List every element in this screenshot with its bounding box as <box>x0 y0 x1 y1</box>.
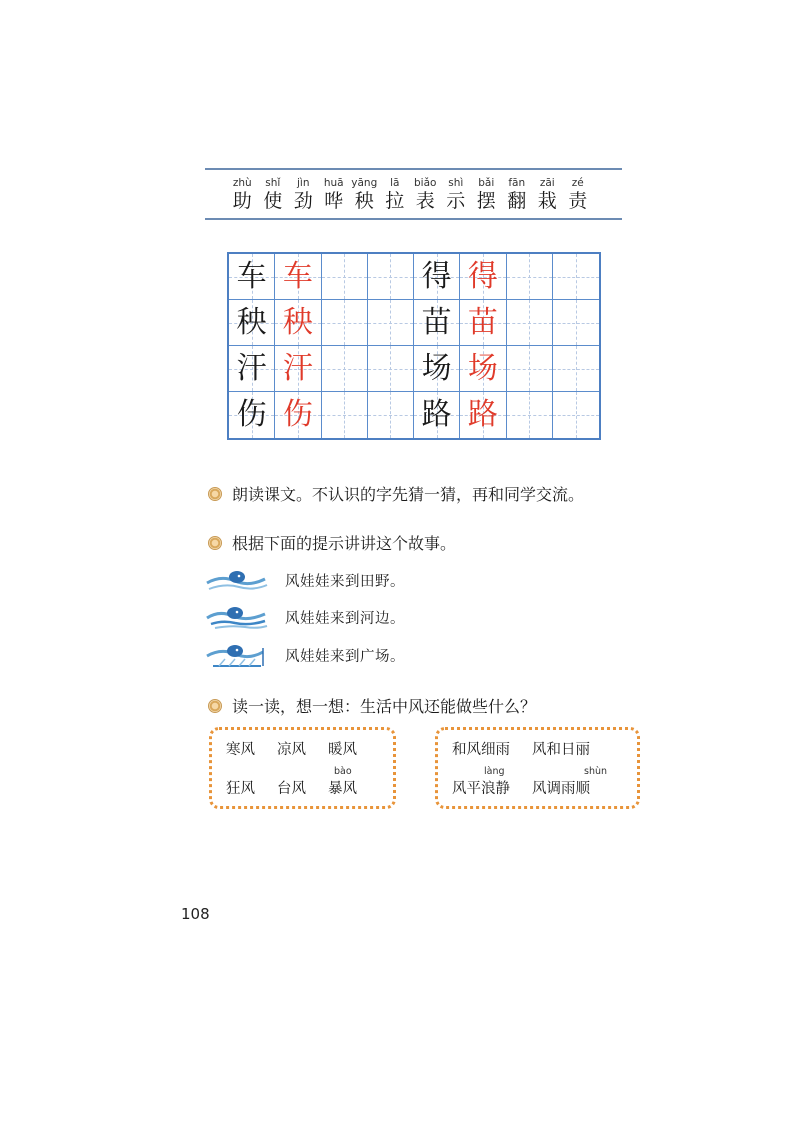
word-row <box>226 766 383 798</box>
idiom-row <box>452 766 627 798</box>
new-char-11 <box>532 176 563 212</box>
empty-practice-cell <box>368 346 414 392</box>
char-pinyin: yāng <box>351 177 378 189</box>
task-text: 读一读，想一想：生活中风还能做些什么？ <box>232 697 537 716</box>
task-bullet-icon <box>208 536 222 550</box>
model-char-cell <box>414 300 460 346</box>
story-prompt-field <box>205 567 405 593</box>
char-hanzi: 使 <box>263 190 283 212</box>
model-char: 汗 <box>236 350 267 386</box>
new-char-3 <box>288 176 319 212</box>
trace-char-cell <box>275 346 321 392</box>
word: 寒风 <box>226 742 255 758</box>
new-characters-list <box>227 176 593 212</box>
model-char: 苗 <box>421 304 452 340</box>
empty-practice-cell <box>507 392 553 438</box>
empty-practice-cell <box>322 346 368 392</box>
task-text: 根据下面的提示讲讲这个故事。 <box>232 534 457 553</box>
trace-char: 伤 <box>282 397 313 432</box>
idiom <box>452 766 510 798</box>
task-retell-story <box>208 531 456 554</box>
char-hanzi: 表 <box>415 190 435 212</box>
char-hanzi: 助 <box>232 190 252 212</box>
char-pinyin: zhù <box>232 177 252 189</box>
model-char: 伤 <box>236 397 267 432</box>
new-char-9 <box>471 176 502 212</box>
new-char-1 <box>227 176 258 212</box>
model-char-cell <box>229 392 275 438</box>
empty-practice-cell <box>553 392 599 438</box>
trace-char: 场 <box>467 350 498 386</box>
idiom: 风和日丽 <box>532 742 590 758</box>
char-pinyin: jìn <box>297 177 310 189</box>
trace-char-cell <box>460 392 506 438</box>
task-read-aloud <box>208 482 584 505</box>
idiom <box>532 766 608 798</box>
task-read-think <box>208 694 536 717</box>
trace-char: 车 <box>282 258 313 294</box>
model-char-cell <box>229 254 275 300</box>
model-char: 路 <box>421 397 452 432</box>
model-char-cell <box>414 346 460 392</box>
task-bullet-icon <box>208 487 222 501</box>
char-hanzi: 拉 <box>385 190 405 212</box>
word-text: 暴风 <box>328 781 357 797</box>
model-char-cell <box>229 300 275 346</box>
char-hanzi: 责 <box>568 190 588 212</box>
empty-practice-cell <box>368 254 414 300</box>
pinyin-annotation: làng <box>484 766 505 777</box>
char-hanzi: 翻 <box>507 190 527 212</box>
trace-char-cell <box>275 254 321 300</box>
char-hanzi: 秧 <box>354 190 374 212</box>
empty-practice-cell <box>553 300 599 346</box>
empty-practice-cell <box>368 300 414 346</box>
char-pinyin: fān <box>508 177 526 189</box>
band-top-rule <box>205 168 622 170</box>
new-char-12 <box>563 176 594 212</box>
char-hanzi: 劲 <box>293 190 313 212</box>
trace-char: 汗 <box>282 350 313 386</box>
char-pinyin: shǐ <box>265 177 281 189</box>
trace-char: 得 <box>467 258 498 294</box>
empty-practice-cell <box>322 254 368 300</box>
task-bullet-icon <box>208 699 222 713</box>
story-prompt-river <box>205 604 405 630</box>
char-pinyin: biǎo <box>414 177 437 189</box>
char-pinyin: zé <box>571 177 584 189</box>
model-char-cell <box>414 254 460 300</box>
story-prompt-text: 风娃娃来到广场。 <box>285 648 405 665</box>
writing-practice-grid <box>227 252 601 440</box>
wind-doll-square-icon <box>205 642 269 668</box>
char-hanzi: 哗 <box>324 190 344 212</box>
empty-practice-cell <box>368 392 414 438</box>
word: 暖风 <box>328 742 357 758</box>
char-pinyin: huā <box>323 177 344 189</box>
trace-char: 苗 <box>467 304 498 340</box>
wind-doll-field-icon <box>205 567 269 593</box>
trace-char-cell <box>275 392 321 438</box>
empty-practice-cell <box>322 392 368 438</box>
model-char-cell <box>414 392 460 438</box>
idiom-text: 风调雨顺 <box>532 781 590 797</box>
char-hanzi: 摆 <box>476 190 496 212</box>
word: 凉风 <box>277 742 306 758</box>
new-char-6 <box>380 176 411 212</box>
word: 狂风 <box>226 781 255 797</box>
story-prompt-text: 风娃娃来到河边。 <box>285 610 405 627</box>
word <box>328 766 357 798</box>
band-bottom-rule <box>205 218 622 220</box>
empty-practice-cell <box>507 254 553 300</box>
word: 台风 <box>277 781 306 797</box>
story-prompt-text: 风娃娃来到田野。 <box>285 573 405 590</box>
idiom-row <box>452 738 627 759</box>
trace-char: 秧 <box>282 304 313 340</box>
new-char-10 <box>502 176 533 212</box>
task-text: 朗读课文。不认识的字先猜一猜，再和同学交流。 <box>232 485 585 504</box>
new-char-7 <box>410 176 441 212</box>
new-char-8 <box>441 176 472 212</box>
trace-char-cell <box>275 300 321 346</box>
trace-char: 路 <box>467 397 498 432</box>
story-prompt-square <box>205 642 405 668</box>
new-characters-band <box>205 168 622 220</box>
word-row <box>226 738 383 759</box>
char-hanzi: 栽 <box>537 190 557 212</box>
model-char: 得 <box>421 258 452 294</box>
model-char: 秧 <box>236 304 267 340</box>
pinyin-annotation: shùn <box>584 766 608 777</box>
empty-practice-cell <box>322 300 368 346</box>
new-char-2 <box>258 176 289 212</box>
idioms-box <box>435 727 640 809</box>
model-char-cell <box>229 346 275 392</box>
char-pinyin: bǎi <box>478 177 495 189</box>
empty-practice-cell <box>553 254 599 300</box>
empty-practice-cell <box>507 346 553 392</box>
idiom: 和风细雨 <box>452 742 510 758</box>
trace-char-cell <box>460 346 506 392</box>
wind-words-box <box>209 727 396 809</box>
trace-char-cell <box>460 300 506 346</box>
trace-char-cell <box>460 254 506 300</box>
idiom-text: 风平浪静 <box>452 781 510 797</box>
page-number: 108 <box>181 905 210 923</box>
empty-practice-cell <box>507 300 553 346</box>
char-pinyin: lā <box>390 177 400 189</box>
model-char: 场 <box>421 350 452 386</box>
empty-practice-cell <box>553 346 599 392</box>
model-char: 车 <box>236 258 267 294</box>
new-char-5 <box>349 176 380 212</box>
new-char-4 <box>319 176 350 212</box>
char-pinyin: zāi <box>539 177 555 189</box>
char-pinyin: shì <box>448 177 464 189</box>
wind-doll-river-icon <box>205 604 269 630</box>
char-hanzi: 示 <box>446 190 466 212</box>
pinyin-annotation: bào <box>334 766 352 777</box>
